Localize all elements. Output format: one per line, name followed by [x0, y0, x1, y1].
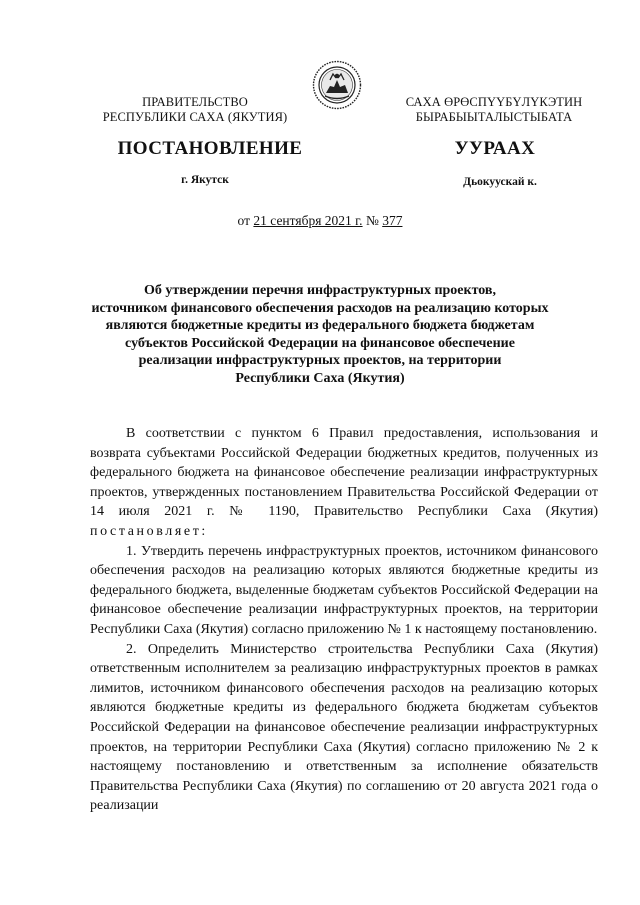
document-title — [40, 282, 600, 388]
document-number: 377 — [382, 213, 403, 228]
title-line: реализации инфраструктурных проектов, на территории — [138, 353, 502, 369]
preamble-paragraph — [90, 424, 598, 542]
document-kind-sakha: УУРААХ — [454, 138, 536, 159]
coat-of-arms-emblem-icon — [312, 60, 362, 110]
title-line: Республики Саха (Якутия) — [235, 370, 405, 386]
title-line: являются бюджетные кредиты из федерального бюджета бюджетам — [105, 318, 535, 334]
government-name-sakha-line1: САХА ӨРӨСПҮҮБҮЛҮКЭТИН — [405, 95, 583, 109]
preamble-text: В соответствии с пунктом 6 Правил предоставления, использования и возврата субъектами Российской Федерации бюджетных кредитов, полученных из федерального бюджета на финансовое обеспечение реализации инфраструктурных проектов, утвержденных постановлением Правительства Российской Федерации от 14 июля 2021 г. № 1190, Правительство Республики Саха (Якутия) — [90, 426, 598, 520]
document-date: 21 сентября 2021 г. — [253, 213, 363, 228]
government-name-sakha-line2: БЫРАБЫЫТАЛЫСТЫБАТА — [415, 110, 573, 124]
government-name-ru-line2: РЕСПУБЛИКИ САХА (ЯКУТИЯ) — [102, 110, 288, 124]
number-sign: № — [362, 213, 383, 228]
city-sakha: Дьокуускай к. — [463, 176, 537, 188]
title-line: субъектов Российской Федерации на финансовое обеспечение — [125, 335, 515, 351]
title-line: источником финансового обеспечения расходов на реализацию которых — [91, 300, 549, 316]
government-name-ru-line1: ПРАВИТЕЛЬСТВО — [142, 95, 248, 109]
clause-1: 1. Утвердить перечень инфраструктурных проектов, источником финансового обеспечения расходов на реализацию которых являются бюджетные кредиты из федерального бюджета, выделенные бюджетам субъектов Российской Федерации на финансовое обеспечение реализации инфраструктурных проектов, на территории Республики Саха (Якутия) согласно приложению № 1 к настоящему постановлению. — [90, 543, 598, 637]
government-name-sakha — [388, 95, 600, 125]
clause-2: 2. Определить Министерство строительства Республики Саха (Якутия) ответственным исполнителем за реализацию инфраструктурных проектов в рамках лимитов, источником финансового обеспечения расходов на реализацию которых являются бюджетные кредиты из федерального бюджета бюджетам субъектов Российской Федерации на финансовое обеспечение реализации инфраструктурных проектов, на территории Республики Саха (Якутия) согласно приложению № 2 к настоящему постановлению и ответственным за исполнение обязательств Правительства Республики Саха (Якутия) по соглашению от 20 августа 2021 года о реализации — [90, 641, 598, 814]
date-prefix: от — [237, 213, 254, 228]
city-ru: г. Якутск — [181, 174, 229, 186]
document-kind-ru: ПОСТАНОВЛЕНИЕ — [117, 138, 303, 159]
date-number-line — [180, 213, 460, 229]
government-name-ru — [95, 95, 295, 125]
document-body — [90, 424, 598, 816]
title-line: Об утверждении перечня инфраструктурных проектов, — [144, 283, 496, 298]
resolve-word: постановляет: — [90, 523, 208, 539]
